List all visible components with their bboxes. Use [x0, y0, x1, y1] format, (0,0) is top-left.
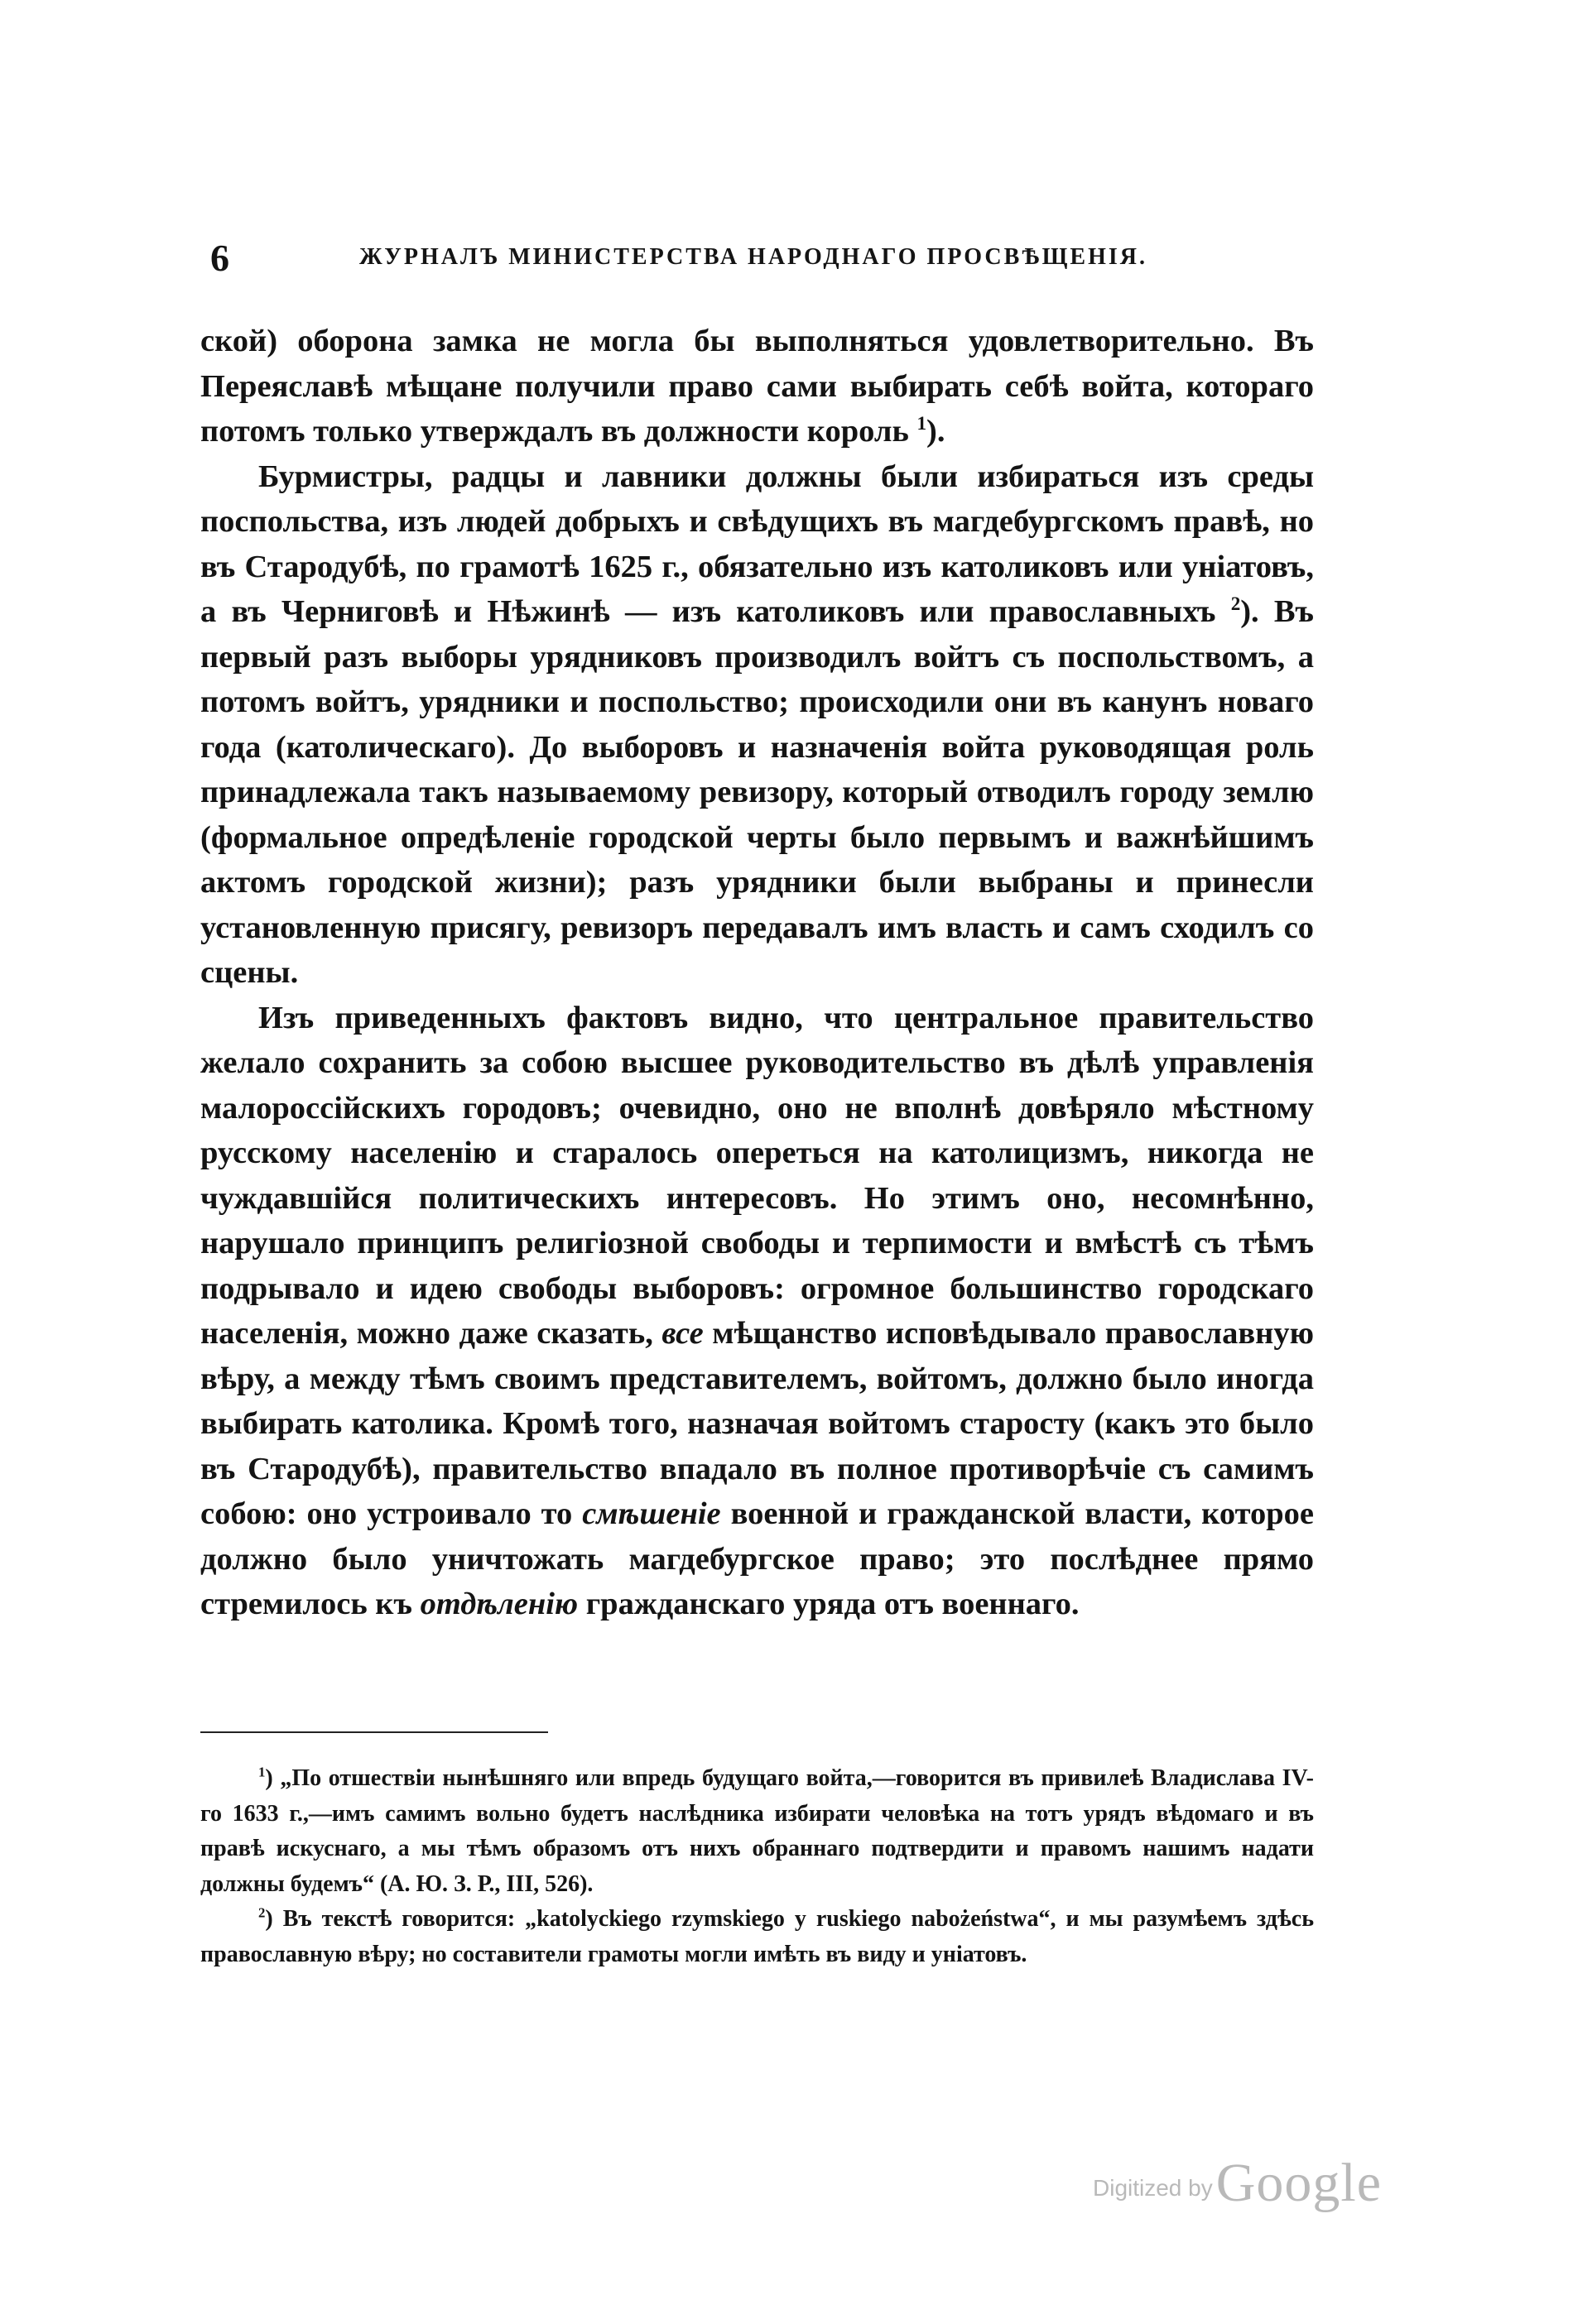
watermark-prefix: Digitized by: [1093, 2175, 1213, 2201]
footnote-2-mark: 2: [258, 1904, 266, 1921]
page-number: 6: [210, 237, 229, 279]
footnote-1: [200, 1761, 1314, 1902]
paragraph-1-end: ).: [926, 414, 945, 449]
digitized-by-google-watermark: [1093, 2152, 1416, 2218]
main-text: [200, 319, 1314, 1627]
paragraph-1: [200, 319, 1314, 454]
footnote-ref-1: 1: [916, 412, 926, 435]
paragraph-2-text-a: Бурмистры, радцы и лавники должны были избираться изъ среды поспольства, изъ людей добрыхъ и свѣдущихъ въ магдебургскомъ правѣ, но въ Стародубѣ, по грамотѣ 1625 г., обязательно изъ католиковъ или уніатовъ, а въ Черниговѣ и Нѣжинѣ — изъ католиковъ или православныхъ: [200, 459, 1314, 629]
footnotes: [200, 1761, 1314, 1972]
footnote-1-text: ) „По отшествіи нынѣшняго или впредь будущаго войта,—говорится въ привилеѣ Владислава IV-го 1633 г.,—имъ самимъ вольно будетъ наслѣдника избирати человѣка на тотъ урядъ вѣдомаго и въ правѣ искуснаго, а мы тѣмъ образомъ отъ нихъ обраннаго подтвердити и правомъ нашимъ надати должны будемъ“ (А. Ю. З. Р., III, 526).: [200, 1765, 1314, 1897]
google-logo: Google: [1215, 2153, 1383, 2213]
emphasis-vse: все: [661, 1316, 704, 1351]
paragraph-3-text-d: гражданскаго уряда отъ военнаго.: [585, 1587, 1080, 1621]
footnote-divider: [200, 1731, 548, 1733]
footnote-ref-2: 2: [1230, 593, 1241, 615]
paragraph-2: [200, 454, 1314, 996]
paragraph-3-text-a: Изъ приведенныхъ фактовъ видно, что центральное правительство желало сохранить за собою высшее руководительство въ дѣлѣ управленія малороссійскихъ городовъ; очевидно, оно не вполнѣ довѣряло мѣстному русскому населенію и старалось опереться на католицизмъ, никогда не чуждавшійся политическихъ интересовъ. Но этимъ оно, несомнѣнно, нарушало принципъ религіозной свободы и терпимости и вмѣстѣ съ тѣмъ подрывало и идею свободы выборовъ: огромное большинство городскаго населенія, можно даже сказать,: [200, 1000, 1314, 1351]
paragraph-1-text: ской) оборона замка не могла бы выполняться удовлетворительно. Въ Переяславѣ мѣщане получили право сами выбирать себѣ войта, котораго потомъ только утверждалъ въ должности король: [200, 324, 1314, 449]
footnote-1-mark: 1: [258, 1764, 266, 1780]
footnote-2-text: ) Въ текстѣ говорится: „katolyckiego rzymskiego y ruskiego nabożeństwa“, и мы разумѣемъ здѣсь православную вѣру; но составители грамоты могли имѣть въ виду и уніатовъ.: [200, 1906, 1314, 1967]
footnote-2: [200, 1902, 1314, 1972]
paragraph-3-text-b: мѣщанство исповѣдывало православную вѣру, а между тѣмъ своимъ представителемъ, войтомъ, должно было иногда выбирать католика. Кромѣ того, назначая войтомъ старосту (какъ это было въ Стародубѣ), правительство впадало въ полное противорѣчіе съ самимъ собою: оно устроивало то: [200, 1316, 1314, 1531]
emphasis-otdelenie: отдѣленію: [420, 1587, 579, 1621]
emphasis-smeshenie: смѣшеніе: [582, 1496, 721, 1531]
page-header: [199, 236, 1176, 286]
paragraph-3: [200, 996, 1314, 1627]
paragraph-2-text-b: ). Въ первый разъ выборы урядниковъ производилъ войтъ съ поспольствомъ, а потомъ войтъ, урядники и поспольство; происходили они въ канунъ новаго года (католическаго). До выборовъ и назначенія войта руководящая роль принадлежала такъ называемому ревизору, который отводилъ городу землю (формальное опредѣленіе городской черты было первымъ и важнѣйшимъ актомъ городской жизни); разъ урядники были выбраны и принесли установленную присягу, ревизоръ передавалъ имъ власть и самъ сходилъ со сцены.: [200, 594, 1314, 990]
paragraph-3-text-c: военной и гражданской власти, которое должно было уничтожать магдебургское право; это послѣднее прямо стремилось къ: [200, 1496, 1315, 1621]
running-title: ЖУРНАЛЪ МИНИСТЕРСТВА НАРОДНАГО ПРОСВѢЩЕНІЯ.: [359, 244, 1147, 270]
